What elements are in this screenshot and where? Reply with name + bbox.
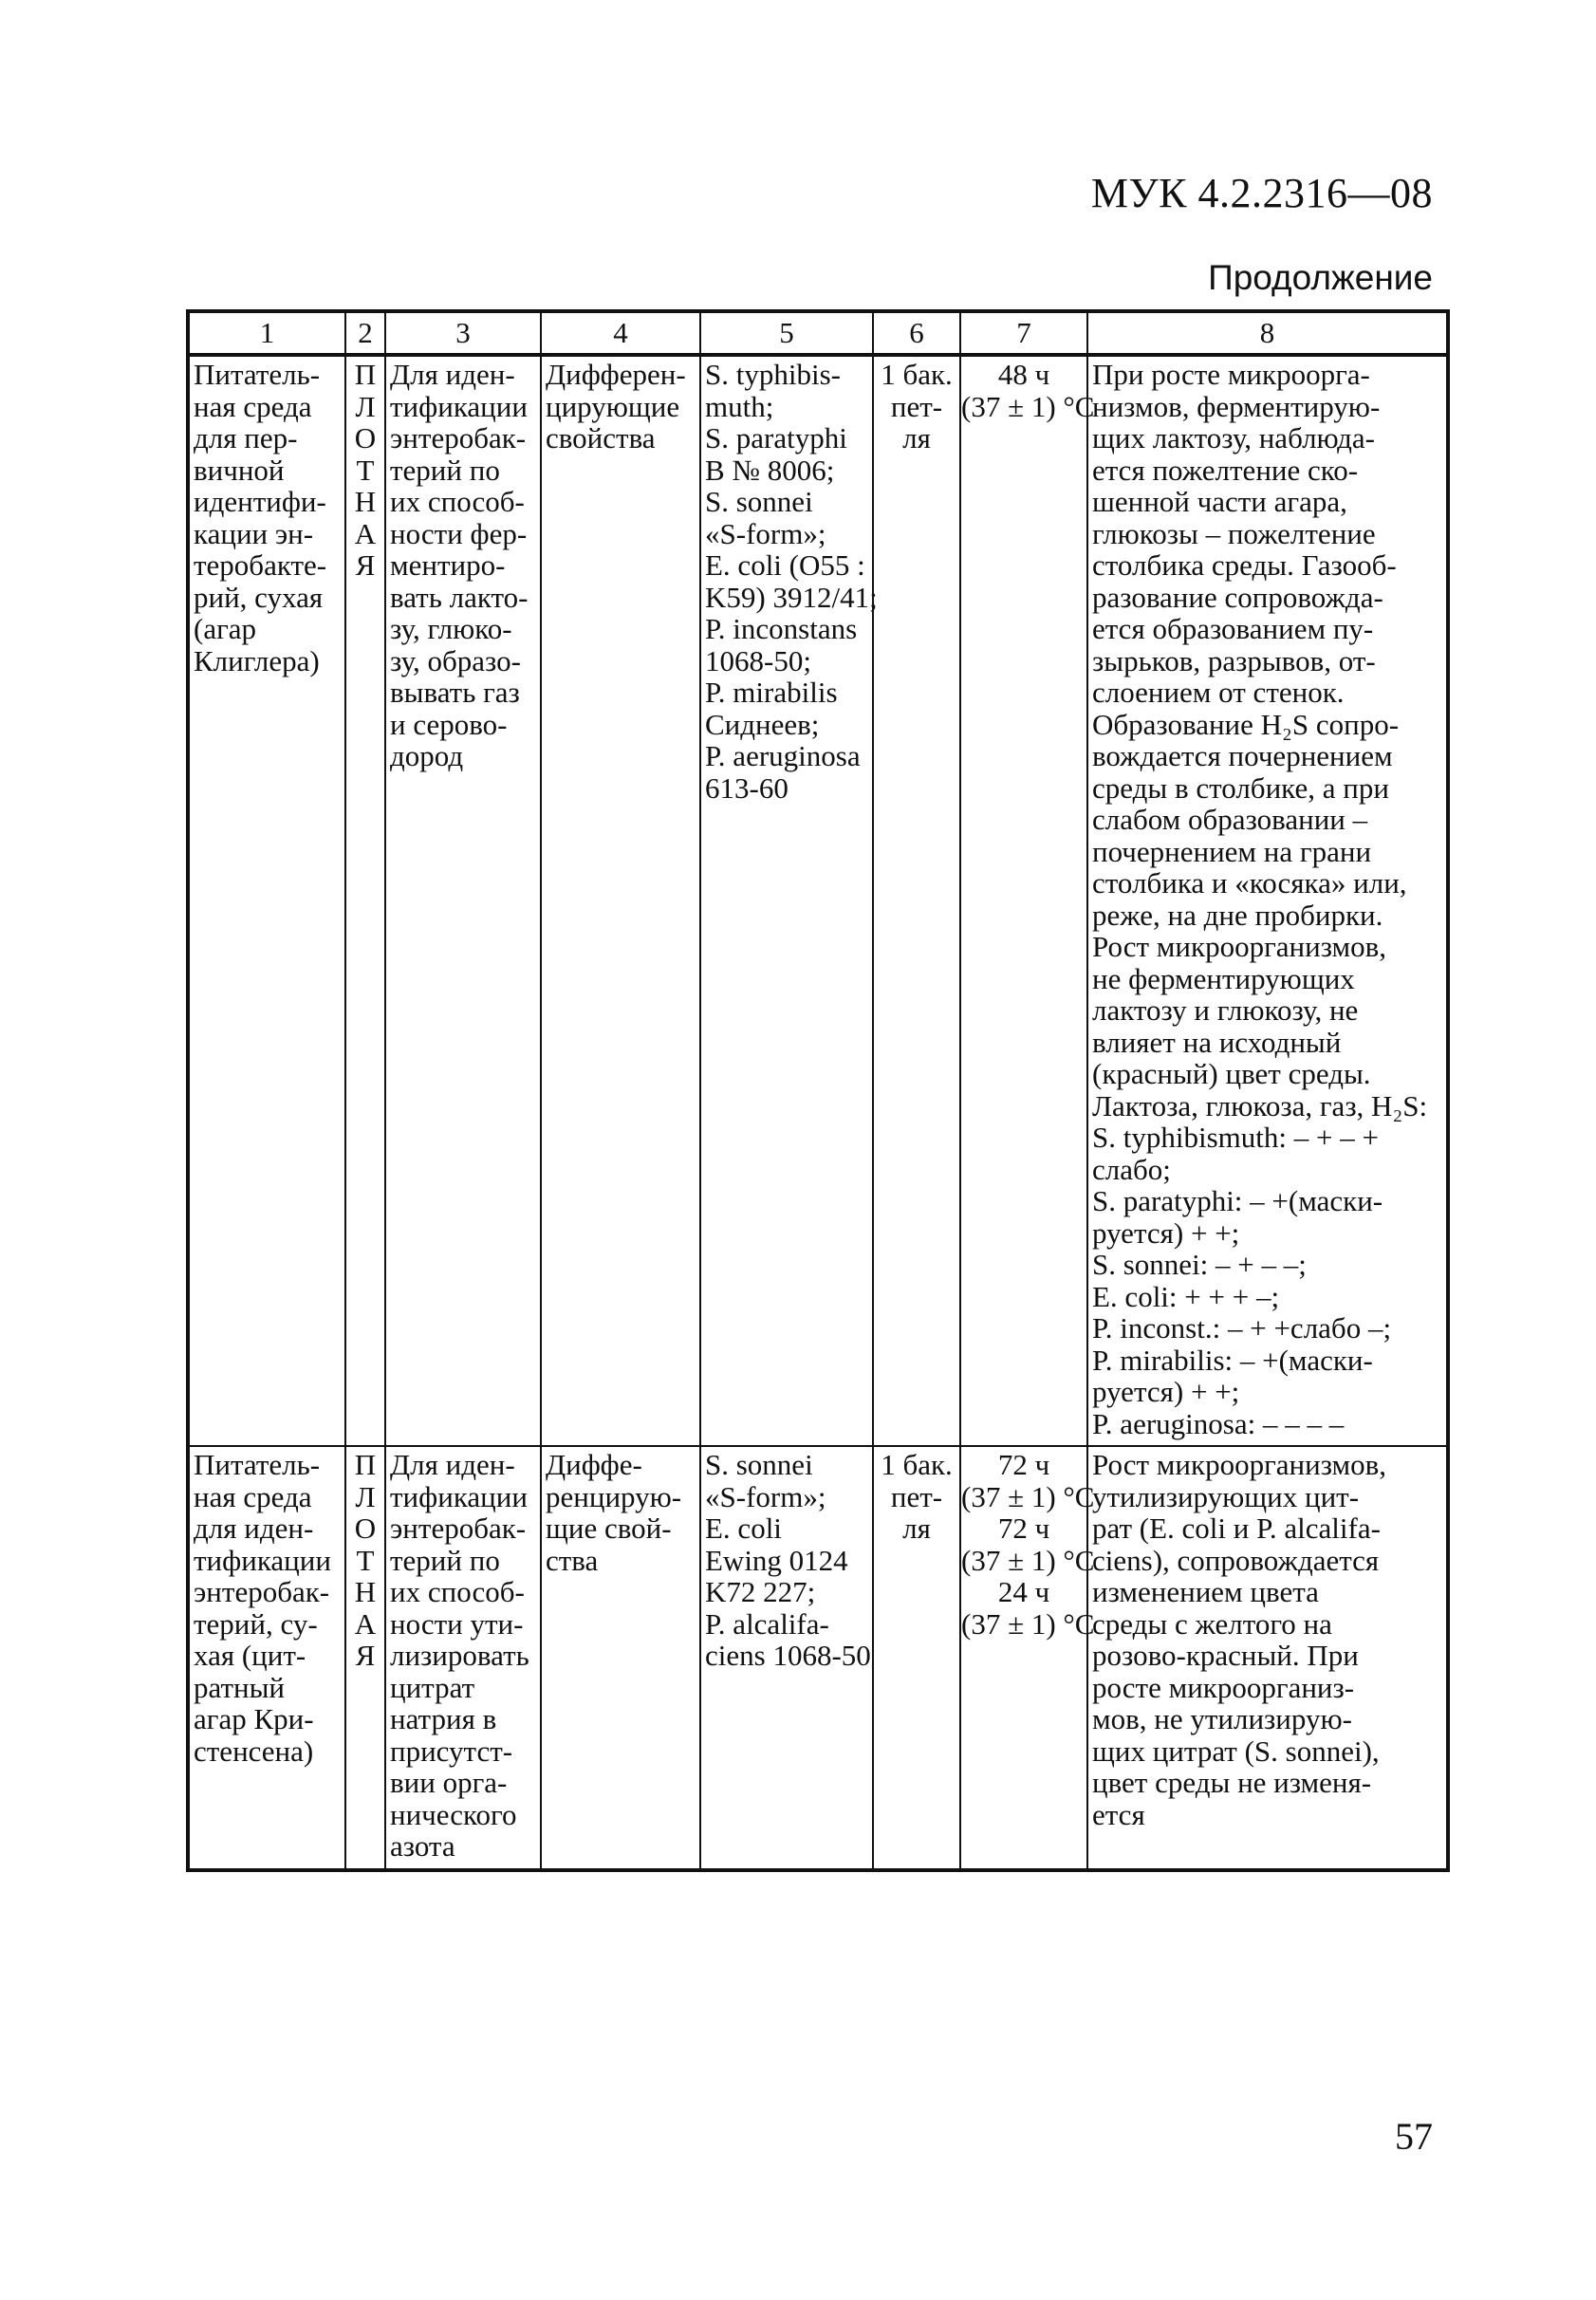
cell-line: 24 ч <box>997 1575 1050 1608</box>
cell-text <box>874 1449 959 1545</box>
cell-line: щих лактозу, наблюда- <box>1092 421 1375 454</box>
cell-line: шенной части агара, <box>1092 485 1347 518</box>
column-number: 1 <box>188 311 345 355</box>
cell-line: S. paratyphi <box>705 421 847 454</box>
cell-line: нического <box>390 1797 517 1831</box>
incubation-cell <box>960 355 1095 1446</box>
cell-line: ля <box>902 421 931 454</box>
cell-line: ная среда <box>194 1479 312 1513</box>
cell-line: зу, образо- <box>390 643 521 677</box>
cell-line: руется) + +; <box>1092 1215 1240 1250</box>
cell-line: П <box>354 1448 377 1481</box>
inoculum-cell <box>873 355 960 1446</box>
cell-line: мов, не утилизирую- <box>1092 1702 1352 1735</box>
medium-name-cell <box>188 1446 345 1870</box>
cell-line: утилизирующих цит- <box>1092 1479 1360 1513</box>
cell-line: 48 ч <box>997 358 1050 391</box>
cell-line: Ewing 0124 <box>705 1543 848 1577</box>
cell-line: терий, су- <box>194 1606 318 1641</box>
cell-line: ная среда <box>194 389 312 423</box>
cell-line: А <box>354 516 377 550</box>
column-number: 5 <box>700 311 873 355</box>
cell-line: лизировать <box>390 1639 529 1672</box>
cell-line: S. typhibis- <box>705 358 841 391</box>
cell-line: П <box>354 358 377 391</box>
cell-line: ности фер- <box>390 516 528 550</box>
cell-line: кации эн- <box>194 516 314 550</box>
column-number-row <box>188 311 1448 355</box>
cell-line: цитрат <box>390 1670 475 1704</box>
result-cell <box>1087 1446 1448 1870</box>
cell-line: стенсена) <box>194 1734 314 1768</box>
cell-line: зырьков, разрывов, от- <box>1092 643 1376 677</box>
cell-line: Лактоза, глюкоза, газ, H₂S: <box>1092 1088 1428 1122</box>
cell-line: их способ- <box>390 485 525 518</box>
cell-line: рат (E. coli и P. alcalifa- <box>1092 1512 1381 1545</box>
cell-line: пет- <box>890 389 943 423</box>
cell-line: muth; <box>705 389 774 423</box>
cell-line: 613-60 <box>705 770 789 805</box>
cell-line: S. typhibismuth: – + – + <box>1092 1121 1379 1154</box>
cell-line: слоением от стенок. <box>1092 676 1345 709</box>
cell-line: натрия в <box>390 1702 497 1735</box>
cell-text <box>546 1449 696 1576</box>
page-number: 57 <box>1395 2115 1433 2158</box>
cell-line: P. alcalifa- <box>705 1606 829 1641</box>
cell-line: вать лакто- <box>390 580 529 614</box>
cell-line: «S-form»; <box>705 1479 826 1513</box>
cell-line: для пер- <box>194 421 298 454</box>
cell-line: цирующие <box>546 389 680 423</box>
cell-text <box>1092 1449 1442 1830</box>
cell-line: зу, глюко- <box>390 612 512 645</box>
cell-line: столбика и «косяка» или, <box>1092 866 1407 900</box>
cell-line: розово-красный. При <box>1092 1639 1359 1672</box>
cell-line: (агар <box>194 612 257 645</box>
cell-line: Для иден- <box>390 358 515 391</box>
cell-line: ется <box>1092 1797 1145 1831</box>
cell-line: присутст- <box>390 1734 513 1768</box>
cell-line: влияет на исходный <box>1092 1025 1342 1059</box>
cell-line: вичной <box>194 453 285 487</box>
cell-text <box>961 1448 1095 1641</box>
cell-line: дород <box>390 739 464 772</box>
column-number: 3 <box>385 311 541 355</box>
cell-line: Л <box>355 1479 376 1513</box>
inoculum-cell <box>873 1446 960 1870</box>
cell-line: щих цитрат (S. sonnei), <box>1092 1734 1380 1768</box>
cell-line: и серово- <box>390 707 508 741</box>
cell-line: (37 ± 1) °С <box>961 1606 1095 1641</box>
cell-text <box>546 359 696 454</box>
cell-line: Питатель- <box>194 358 321 391</box>
cell-line: хая (цит- <box>194 1639 306 1672</box>
cell-line: P. aeruginosa: – – – – <box>1092 1406 1345 1440</box>
cell-text <box>346 1449 384 1672</box>
cell-text <box>1092 359 1442 1439</box>
cell-line: Для иден- <box>390 1448 515 1481</box>
property-cell <box>541 355 700 1446</box>
cell-line: Питатель- <box>194 1448 321 1481</box>
cell-line: слабо; <box>1092 1152 1171 1186</box>
cell-line: E. coli <box>705 1512 782 1545</box>
table-row <box>188 1446 1448 1870</box>
cell-line: тификации <box>194 1543 331 1577</box>
cell-line: P. inconstans <box>705 612 858 645</box>
cell-line: K59) 3912/41; <box>705 580 878 614</box>
cell-line: для иден- <box>194 1512 314 1545</box>
table-row <box>188 355 1448 1446</box>
cell-line: (37 ± 1) °С <box>961 1479 1095 1513</box>
cell-line: P. aeruginosa <box>705 739 861 772</box>
cell-line: Н <box>354 485 377 518</box>
cell-line: щие свой- <box>546 1512 672 1545</box>
cell-line: ности ути- <box>390 1606 524 1641</box>
cell-line: тификации <box>390 1479 528 1513</box>
cell-line: О <box>354 1512 377 1545</box>
cell-line: P. mirabilis: – +(маски- <box>1092 1343 1373 1377</box>
cell-line: энтеробак- <box>194 1575 330 1608</box>
cell-line: 72 ч <box>997 1512 1050 1545</box>
cell-text <box>874 359 959 454</box>
cell-text <box>194 1449 341 1767</box>
cell-line: изменением цвета <box>1092 1575 1319 1608</box>
cell-line: Л <box>355 389 376 423</box>
cell-line: реже, на дне пробирки. <box>1092 898 1383 932</box>
cell-line: ciens 1068-50 <box>705 1639 871 1672</box>
document-code: МУК 4.2.2316—08 <box>1090 170 1433 216</box>
cell-line: 1 бак. <box>881 1448 953 1481</box>
cell-line: ciens), сопровождается <box>1092 1543 1380 1577</box>
incubation-cell <box>960 1446 1095 1870</box>
cell-line: тификации <box>390 389 528 423</box>
cell-text <box>390 1449 536 1863</box>
cell-line: среды в столбике, а при <box>1092 770 1389 805</box>
cell-text <box>705 358 878 805</box>
cell-line: вождается почернением <box>1092 739 1393 772</box>
cell-line: (красный) цвет среды. <box>1092 1057 1371 1090</box>
cell-line: S. sonnei <box>705 1448 813 1481</box>
continuation-label: Продолжение <box>1208 258 1433 297</box>
cell-line: E. coli (O55 : <box>705 548 865 582</box>
cell-line: ратный <box>194 1670 286 1704</box>
cell-line: P. mirabilis <box>705 676 838 709</box>
cell-line: азота <box>390 1829 455 1863</box>
form-cell <box>345 355 385 1446</box>
cell-line: ется образованием пу- <box>1092 612 1374 645</box>
cell-line: ства <box>546 1543 599 1577</box>
form-cell <box>345 1446 385 1870</box>
cell-line: 1 бак. <box>881 358 953 391</box>
cell-line: Рост микроорганизмов, <box>1092 930 1387 963</box>
cell-line: разование сопровожда- <box>1092 580 1383 614</box>
cell-line: 1068-50; <box>705 643 811 677</box>
column-number: 4 <box>541 311 700 355</box>
purpose-cell <box>385 1446 541 1870</box>
column-number: 6 <box>873 311 960 355</box>
cell-line: Я <box>355 548 376 582</box>
cell-text <box>961 358 1095 423</box>
cell-line: Н <box>354 1575 377 1608</box>
cell-line: ренцирую- <box>546 1479 682 1513</box>
cell-line: руется) + +; <box>1092 1375 1240 1408</box>
cell-line: терий по <box>390 453 500 487</box>
cell-line: Образование H₂S сопро- <box>1092 707 1400 741</box>
cell-line: Я <box>355 1639 376 1672</box>
property-cell <box>541 1446 700 1870</box>
cell-text <box>390 359 536 772</box>
cell-line: вывать газ <box>390 676 520 709</box>
cell-line: идентифи- <box>194 485 326 518</box>
cell-line: энтеробак- <box>390 421 527 454</box>
cell-line: росте микроорганиз- <box>1092 1670 1355 1704</box>
cell-line: цвет среды не изменя- <box>1092 1766 1372 1799</box>
cell-line: вии орга- <box>390 1766 508 1799</box>
medium-name-cell <box>188 355 345 1446</box>
test-strains-cell <box>700 1446 873 1870</box>
column-number: 8 <box>1087 311 1448 355</box>
cell-line: Сиднеев; <box>705 707 820 741</box>
cell-line: Т <box>356 453 375 487</box>
cell-line: столбика среды. Газооб- <box>1092 548 1397 582</box>
cell-line: Диффе- <box>546 1448 642 1481</box>
cell-line: терий по <box>390 1543 500 1577</box>
cell-line: 72 ч <box>997 1448 1050 1481</box>
cell-line: их способ- <box>390 1575 525 1608</box>
cell-line: Дифферен- <box>546 358 686 391</box>
media-table <box>186 309 1450 1872</box>
cell-line: Т <box>356 1543 375 1577</box>
cell-line: рий, сухая <box>194 580 324 614</box>
cell-line: среды с желтого на <box>1092 1606 1332 1641</box>
cell-line: теробакте- <box>194 548 327 582</box>
cell-text <box>346 359 384 582</box>
cell-line: ется пожелтение ско- <box>1092 453 1359 487</box>
cell-text <box>705 1448 871 1672</box>
column-number: 7 <box>960 311 1087 355</box>
cell-line: Клиглера) <box>194 643 320 677</box>
cell-line: K72 227; <box>705 1575 816 1608</box>
cell-line: «S-form»; <box>705 516 826 550</box>
cell-line: P. inconst.: – + +слабо –; <box>1092 1311 1392 1345</box>
cell-line: лактозу и глюкозу, не <box>1092 993 1359 1027</box>
cell-line: свойства <box>546 421 656 454</box>
cell-line: ментиро- <box>390 548 506 582</box>
cell-line: (37 ± 1) °С <box>961 389 1095 423</box>
cell-line: слабом образовании – <box>1092 803 1368 836</box>
cell-line: При росте микроорга- <box>1092 358 1370 391</box>
cell-line: E. coli: + + + –; <box>1092 1279 1280 1313</box>
cell-line: Рост микроорганизмов, <box>1092 1448 1387 1481</box>
cell-line: А <box>354 1606 377 1641</box>
cell-line: (37 ± 1) °С <box>961 1543 1095 1577</box>
cell-line: не ферментирующих <box>1092 961 1355 995</box>
cell-line: ля <box>902 1512 931 1545</box>
purpose-cell <box>385 355 541 1446</box>
cell-line: глюкозы – пожелтение <box>1092 516 1376 550</box>
cell-line: агар Кри- <box>194 1702 314 1735</box>
cell-line: S. sonnei: – + – –; <box>1092 1248 1307 1281</box>
cell-line: О <box>354 421 377 454</box>
cell-text <box>194 359 341 677</box>
cell-line: энтеробак- <box>390 1512 527 1545</box>
cell-line: почернением на грани <box>1092 834 1372 868</box>
cell-line: B № 8006; <box>705 453 835 487</box>
cell-line: пет- <box>890 1479 943 1513</box>
cell-line: низмов, ферментирую- <box>1092 389 1381 423</box>
result-cell <box>1087 355 1448 1446</box>
cell-line: S. sonnei <box>705 485 813 518</box>
test-strains-cell <box>700 355 878 1446</box>
cell-line: S. paratyphi: – +(маски- <box>1092 1184 1383 1217</box>
column-number: 2 <box>345 311 385 355</box>
